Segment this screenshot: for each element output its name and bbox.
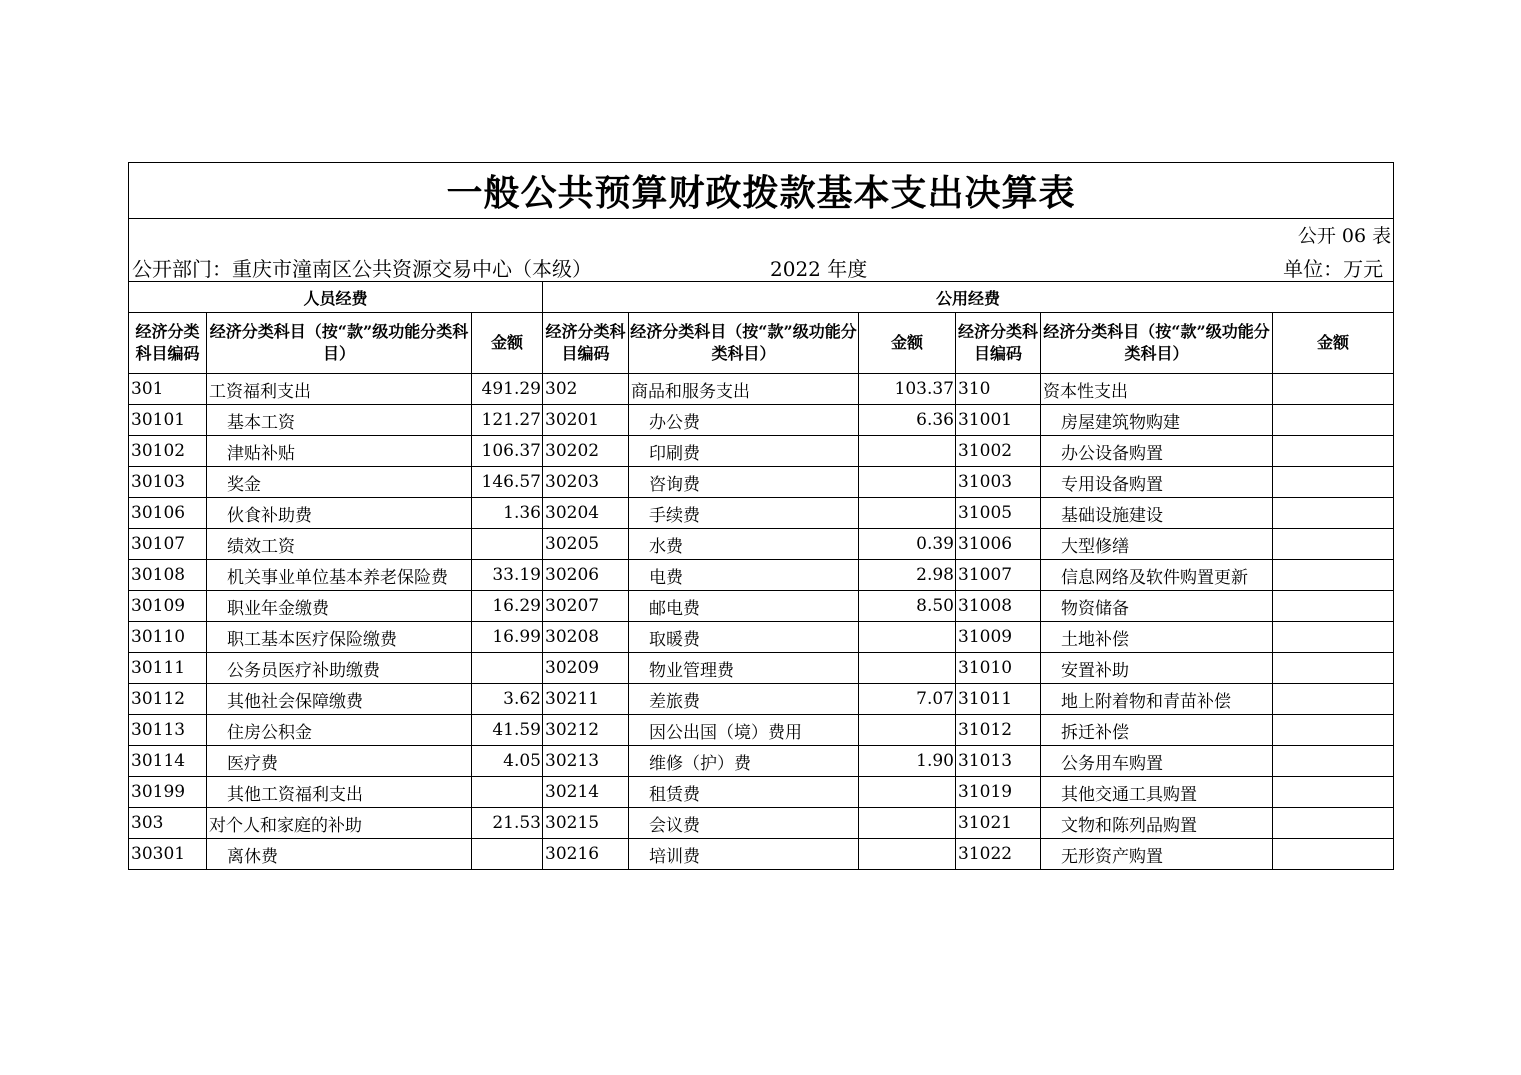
amount-cell [1273, 684, 1394, 715]
amount-cell [1273, 653, 1394, 684]
subject-cell: 奖金 [207, 467, 472, 498]
amount-cell [1273, 436, 1394, 467]
subject-cell: 电费 [629, 560, 859, 591]
code-cell: 30216 [543, 839, 629, 870]
amount-cell [1273, 622, 1394, 653]
amount-cell [859, 498, 956, 529]
code-cell: 31006 [956, 529, 1041, 560]
amount-cell [1273, 498, 1394, 529]
subject-cell: 土地补偿 [1041, 622, 1273, 653]
subject-cell: 手续费 [629, 498, 859, 529]
table-row [129, 684, 1394, 715]
amount-cell: 7.07 [859, 684, 956, 715]
department-label: 公开部门：重庆市潼南区公共资源交易中心（本级） [132, 257, 592, 281]
code-cell: 30211 [543, 684, 629, 715]
amount-cell [859, 436, 956, 467]
subject-cell: 机关事业单位基本养老保险费 [207, 560, 472, 591]
subject-cell: 物资储备 [1041, 591, 1273, 622]
code-cell: 31003 [956, 467, 1041, 498]
amount-cell [859, 808, 956, 839]
subject-cell: 住房公积金 [207, 715, 472, 746]
form-number: 公开 06 表 [129, 219, 1394, 250]
subject-cell: 医疗费 [207, 746, 472, 777]
group-public: 公用经费 [543, 282, 1394, 313]
amount-cell: 8.50 [859, 591, 956, 622]
code-cell: 30111 [129, 653, 207, 684]
table-row [129, 560, 1394, 591]
subject-cell: 基本工资 [207, 405, 472, 436]
table-row [129, 405, 1394, 436]
code-cell: 31019 [956, 777, 1041, 808]
amount-cell: 103.37 [859, 374, 956, 405]
subject-cell: 商品和服务支出 [629, 374, 859, 405]
code-cell: 30103 [129, 467, 207, 498]
subject-cell: 其他社会保障缴费 [207, 684, 472, 715]
code-cell: 30301 [129, 839, 207, 870]
code-cell: 301 [129, 374, 207, 405]
header-subject: 经济分类科目（按“款”级功能分类科目） [629, 313, 859, 374]
code-cell: 31007 [956, 560, 1041, 591]
code-cell: 31002 [956, 436, 1041, 467]
subject-cell: 差旅费 [629, 684, 859, 715]
subject-cell: 地上附着物和青苗补偿 [1041, 684, 1273, 715]
code-cell: 31010 [956, 653, 1041, 684]
code-cell: 30112 [129, 684, 207, 715]
code-cell: 31011 [956, 684, 1041, 715]
code-cell: 30106 [129, 498, 207, 529]
amount-cell [1273, 560, 1394, 591]
amount-cell: 121.27 [472, 405, 543, 436]
subject-cell: 因公出国（境）费用 [629, 715, 859, 746]
table-row [129, 839, 1394, 870]
table-row [129, 622, 1394, 653]
code-cell: 30102 [129, 436, 207, 467]
amount-cell [1273, 405, 1394, 436]
code-cell: 31012 [956, 715, 1041, 746]
amount-cell: 3.62 [472, 684, 543, 715]
subject-cell: 培训费 [629, 839, 859, 870]
subject-cell: 维修（护）费 [629, 746, 859, 777]
amount-cell: 4.05 [472, 746, 543, 777]
subject-cell: 文物和陈列品购置 [1041, 808, 1273, 839]
subject-cell: 租赁费 [629, 777, 859, 808]
subject-cell: 津贴补贴 [207, 436, 472, 467]
header-subject: 经济分类科目（按“款”级功能分类科目） [207, 313, 472, 374]
amount-cell [859, 622, 956, 653]
amount-cell: 1.36 [472, 498, 543, 529]
header-code: 经济分类科目编码 [129, 313, 207, 374]
amount-cell: 146.57 [472, 467, 543, 498]
code-cell: 30201 [543, 405, 629, 436]
header-amount: 金额 [859, 313, 956, 374]
group-personnel: 人员经费 [129, 282, 543, 313]
amount-cell [859, 715, 956, 746]
code-cell: 30204 [543, 498, 629, 529]
amount-cell [472, 777, 543, 808]
code-cell: 30110 [129, 622, 207, 653]
amount-cell: 16.99 [472, 622, 543, 653]
subject-cell: 离休费 [207, 839, 472, 870]
subject-cell: 专用设备购置 [1041, 467, 1273, 498]
amount-cell [1273, 777, 1394, 808]
amount-cell: 491.29 [472, 374, 543, 405]
header-subject: 经济分类科目（按“款”级功能分类科目） [1041, 313, 1273, 374]
info-row [129, 249, 1394, 282]
code-cell: 30199 [129, 777, 207, 808]
amount-cell [859, 653, 956, 684]
table-row [129, 529, 1394, 560]
page-title: 一般公共预算财政拨款基本支出决算表 [129, 163, 1394, 219]
subject-cell: 邮电费 [629, 591, 859, 622]
code-cell: 302 [543, 374, 629, 405]
table-row [129, 746, 1394, 777]
table-row [129, 436, 1394, 467]
amount-cell [1273, 467, 1394, 498]
year-label: 2022 年度 [770, 257, 868, 281]
code-cell: 30205 [543, 529, 629, 560]
code-cell: 30202 [543, 436, 629, 467]
table-row [129, 591, 1394, 622]
code-cell: 31013 [956, 746, 1041, 777]
code-cell: 31008 [956, 591, 1041, 622]
header-code: 经济分类科目编码 [956, 313, 1041, 374]
code-cell: 31022 [956, 839, 1041, 870]
amount-cell [859, 839, 956, 870]
table-row [129, 467, 1394, 498]
subject-cell: 绩效工资 [207, 529, 472, 560]
subject-cell: 职工基本医疗保险缴费 [207, 622, 472, 653]
subject-cell: 咨询费 [629, 467, 859, 498]
subject-cell: 水费 [629, 529, 859, 560]
code-cell: 30109 [129, 591, 207, 622]
subject-cell: 公务员医疗补助缴费 [207, 653, 472, 684]
code-cell: 30208 [543, 622, 629, 653]
header-code: 经济分类科目编码 [543, 313, 629, 374]
subject-cell: 房屋建筑物购建 [1041, 405, 1273, 436]
code-cell: 30214 [543, 777, 629, 808]
subject-cell: 印刷费 [629, 436, 859, 467]
subject-cell: 办公设备购置 [1041, 436, 1273, 467]
amount-cell: 6.36 [859, 405, 956, 436]
code-cell: 30203 [543, 467, 629, 498]
code-cell: 30101 [129, 405, 207, 436]
table-row [129, 777, 1394, 808]
amount-cell [1273, 529, 1394, 560]
code-cell: 30113 [129, 715, 207, 746]
code-cell: 30114 [129, 746, 207, 777]
subject-cell: 公务用车购置 [1041, 746, 1273, 777]
code-cell: 31005 [956, 498, 1041, 529]
header-amount: 金额 [472, 313, 543, 374]
amount-cell [859, 777, 956, 808]
subject-cell: 无形资产购置 [1041, 839, 1273, 870]
subject-cell: 对个人和家庭的补助 [207, 808, 472, 839]
code-cell: 31021 [956, 808, 1041, 839]
amount-cell: 1.90 [859, 746, 956, 777]
subject-cell: 工资福利支出 [207, 374, 472, 405]
header-amount: 金额 [1273, 313, 1394, 374]
code-cell: 30212 [543, 715, 629, 746]
amount-cell: 16.29 [472, 591, 543, 622]
code-cell: 30213 [543, 746, 629, 777]
amount-cell [1273, 839, 1394, 870]
amount-cell [1273, 808, 1394, 839]
code-cell: 30107 [129, 529, 207, 560]
code-cell: 30207 [543, 591, 629, 622]
table-row [129, 374, 1394, 405]
subject-cell: 会议费 [629, 808, 859, 839]
code-cell: 303 [129, 808, 207, 839]
code-cell: 30108 [129, 560, 207, 591]
code-cell: 30215 [543, 808, 629, 839]
subject-cell: 资本性支出 [1041, 374, 1273, 405]
subject-cell: 其他交通工具购置 [1041, 777, 1273, 808]
code-cell: 30209 [543, 653, 629, 684]
amount-cell: 2.98 [859, 560, 956, 591]
subject-cell: 其他工资福利支出 [207, 777, 472, 808]
amount-cell: 33.19 [472, 560, 543, 591]
subject-cell: 职业年金缴费 [207, 591, 472, 622]
amount-cell: 0.39 [859, 529, 956, 560]
table-row [129, 808, 1394, 839]
expenditure-table [128, 162, 1394, 870]
amount-cell: 41.59 [472, 715, 543, 746]
code-cell: 30206 [543, 560, 629, 591]
subject-cell: 拆迁补偿 [1041, 715, 1273, 746]
subject-cell: 办公费 [629, 405, 859, 436]
subject-cell: 物业管理费 [629, 653, 859, 684]
budget-sheet [128, 162, 1393, 870]
code-cell: 31001 [956, 405, 1041, 436]
table-row [129, 653, 1394, 684]
subject-cell: 伙食补助费 [207, 498, 472, 529]
amount-cell: 21.53 [472, 808, 543, 839]
subject-cell: 基础设施建设 [1041, 498, 1273, 529]
amount-cell [859, 467, 956, 498]
subject-cell: 安置补助 [1041, 653, 1273, 684]
subject-cell: 信息网络及软件购置更新 [1041, 560, 1273, 591]
code-cell: 310 [956, 374, 1041, 405]
table-row [129, 498, 1394, 529]
table-row [129, 715, 1394, 746]
code-cell: 31009 [956, 622, 1041, 653]
amount-cell [1273, 746, 1394, 777]
subject-cell: 取暖费 [629, 622, 859, 653]
unit-label: 单位：万元 [1283, 257, 1384, 281]
amount-cell [472, 529, 543, 560]
subject-cell: 大型修缮 [1041, 529, 1273, 560]
amount-cell: 106.37 [472, 436, 543, 467]
amount-cell [1273, 715, 1394, 746]
amount-cell [1273, 374, 1394, 405]
amount-cell [472, 653, 543, 684]
amount-cell [472, 839, 543, 870]
amount-cell [1273, 591, 1394, 622]
